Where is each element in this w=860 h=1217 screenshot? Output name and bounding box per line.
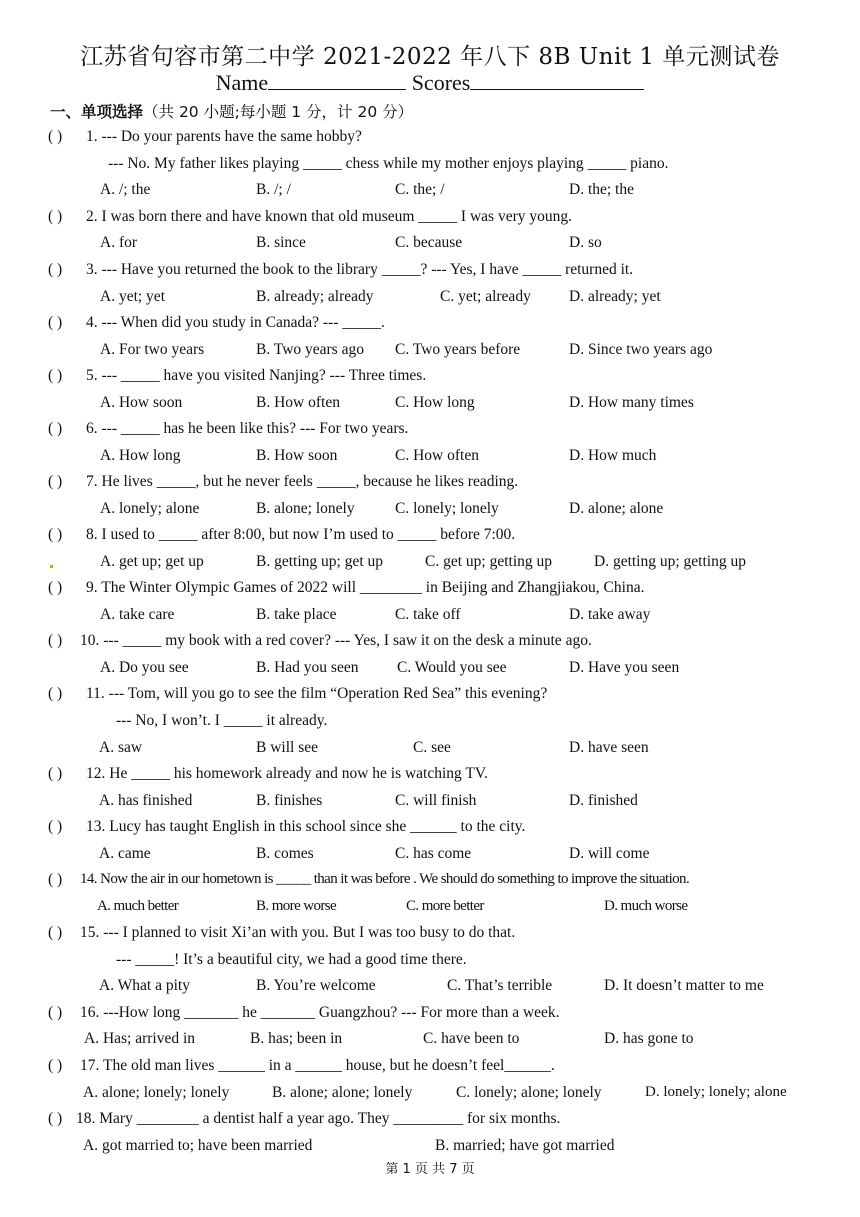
question-stem: 6. --- _____ has he been like this? --- For two years.: [86, 420, 409, 437]
answer-bracket[interactable]: ( ): [48, 1057, 63, 1074]
option-b: B. How often: [256, 394, 340, 411]
question-stem: 18. Mary ________ a dentist half a year ago. They _________ for six months.: [76, 1110, 561, 1127]
question-stem: 1. --- Do your parents have the same hobby?: [86, 128, 362, 145]
option-b: B. /; /: [256, 181, 291, 198]
option-d: D. the; the: [569, 181, 634, 198]
answer-bracket[interactable]: ( ): [48, 526, 63, 543]
question-stem: 11. --- Tom, will you go to see the film “Operation Red Sea” this evening?: [86, 685, 548, 702]
option-b: B. comes: [256, 845, 314, 862]
answer-bracket[interactable]: ( ): [48, 579, 63, 596]
option-c: C. lonely; lonely: [395, 500, 499, 517]
option-a: A. /; the: [100, 181, 151, 198]
question-stem: 7. He lives _____, but he never feels _____, because he likes reading.: [86, 473, 519, 490]
option-a: A. came: [99, 845, 151, 862]
option-c: C. Would you see: [397, 659, 507, 676]
option-d: D. will come: [569, 845, 650, 862]
scores-label: Scores: [411, 70, 471, 95]
answer-bracket[interactable]: ( ): [48, 1004, 63, 1021]
name-label: Name: [215, 70, 269, 95]
question-stem: 4. --- When did you study in Canada? --- _____.: [86, 314, 385, 331]
option-b: B. already; already: [256, 288, 374, 305]
option-a: A. Has; arrived in: [84, 1030, 196, 1047]
question-stem: 13. Lucy has taught English in this school since she ______ to the city.: [86, 818, 526, 835]
question-stem-line2: --- No. My father likes playing _____ chess while my mother enjoys playing _____ piano.: [108, 155, 669, 172]
option-d: D. How much: [569, 447, 657, 464]
option-c: C. get up; getting up: [425, 553, 553, 570]
name-blank[interactable]: [268, 71, 406, 90]
option-a: A. For two years: [100, 341, 205, 358]
option-a: A. Do you see: [100, 659, 189, 676]
section-heading: 一、单项选择（共 20 小题;每小题 1 分，计 20 分）: [50, 103, 414, 121]
answer-bracket[interactable]: ( ): [48, 924, 63, 941]
option-d: D. finished: [569, 792, 638, 809]
option-a: A. much better: [97, 898, 179, 914]
scores-blank[interactable]: [470, 71, 644, 90]
option-a: A. lonely; alone: [100, 500, 200, 517]
option-d: D. have seen: [569, 739, 649, 756]
page-footer: 第 1 页 共 7 页: [385, 1162, 475, 1177]
option-b: B. since: [256, 234, 306, 251]
option-c: C. That’s terrible: [447, 977, 553, 994]
option-a: A. got married to; have been married: [83, 1137, 313, 1154]
answer-bracket[interactable]: ( ): [48, 765, 63, 782]
question-stem: 2. I was born there and have known that old museum _____ I was very young.: [86, 208, 572, 225]
option-b: B. has; been in: [250, 1030, 343, 1047]
option-d: D. It doesn’t matter to me: [604, 977, 764, 994]
option-d: D. much worse: [604, 898, 688, 914]
name-scores-line: [0, 70, 860, 96]
option-d: D. Have you seen: [569, 659, 680, 676]
answer-bracket[interactable]: ( ): [48, 818, 63, 835]
answer-bracket[interactable]: ( ): [48, 685, 63, 702]
answer-bracket[interactable]: ( ): [48, 420, 63, 437]
answer-bracket[interactable]: ( ): [48, 261, 63, 278]
answer-bracket[interactable]: ( ): [48, 1110, 63, 1127]
option-b: B. alone; lonely: [256, 500, 355, 517]
option-c: C. How often: [395, 447, 479, 464]
answer-bracket[interactable]: ( ): [48, 314, 63, 331]
option-b: B. finishes: [256, 792, 323, 809]
option-d: D. How many times: [569, 394, 694, 411]
option-a: A. saw: [99, 739, 143, 756]
question-stem-line2: --- No, I won’t. I _____ it already.: [116, 712, 328, 729]
option-a: A. How soon: [100, 394, 183, 411]
answer-bracket[interactable]: ( ): [48, 632, 63, 649]
option-d: D. lonely; lonely; alone: [645, 1084, 787, 1100]
option-b: B. How soon: [256, 447, 338, 464]
option-c: C. Two years before: [395, 341, 521, 358]
option-d: D. take away: [569, 606, 651, 623]
option-c: C. take off: [395, 606, 461, 623]
question-stem: 5. --- _____ have you visited Nanjing? --- Three times.: [86, 367, 427, 384]
option-a: A. get up; get up: [100, 553, 204, 570]
option-d: D. has gone to: [604, 1030, 694, 1047]
option-c: C. lonely; alone; lonely: [456, 1084, 602, 1101]
question-stem: 16. ---How long _______ he _______ Guangzhou? --- For more than a week.: [80, 1004, 560, 1021]
option-c: C. will finish: [395, 792, 477, 809]
question-stem: 14. Now the air in our hometown is _____ than it was before . We should do something to improve the situation.: [80, 871, 690, 887]
option-b: B. more worse: [256, 898, 337, 914]
option-d: D. so: [569, 234, 602, 251]
question-stem: 12. He _____ his homework already and now he is watching TV.: [86, 765, 488, 782]
option-b: B. You’re welcome: [256, 977, 376, 994]
question-stem: 3. --- Have you returned the book to the library _____? --- Yes, I have _____ returned it.: [86, 261, 634, 278]
option-a: A. take care: [100, 606, 175, 623]
question-stem: 10. --- _____ my book with a red cover? --- Yes, I saw it on the desk a minute ago.: [80, 632, 592, 649]
option-b: B. Had you seen: [256, 659, 359, 676]
option-d: D. already; yet: [569, 288, 661, 305]
option-c: C. yet; already: [440, 288, 531, 305]
stray-mark: [50, 565, 53, 568]
option-a: A. alone; lonely; lonely: [83, 1084, 230, 1101]
option-b: B will see: [256, 739, 318, 756]
question-stem-line2: --- _____! It’s a beautiful city, we had a good time there.: [116, 951, 467, 968]
option-a: A. for: [100, 234, 138, 251]
answer-bracket[interactable]: ( ): [48, 871, 63, 888]
question-stem: 15. --- I planned to visit Xi’an with you. But I was too busy to do that.: [80, 924, 516, 941]
option-b: B. take place: [256, 606, 337, 623]
option-c: C. see: [413, 739, 451, 756]
option-a: A. How long: [100, 447, 181, 464]
question-stem: 17. The old man lives ______ in a ______ house, but he doesn’t feel______.: [80, 1057, 555, 1074]
answer-bracket[interactable]: ( ): [48, 128, 63, 145]
option-a: A. What a pity: [99, 977, 190, 994]
question-stem: 9. The Winter Olympic Games of 2022 will ________ in Beijing and Zhangjiakou, China.: [86, 579, 645, 596]
question-stem: 8. I used to _____ after 8:00, but now I’m used to _____ before 7:00.: [86, 526, 516, 543]
exam-title: 江苏省句容市第二中学 2021-2022 年八下 8B Unit 1 单元测试卷: [80, 44, 780, 70]
option-a: A. yet; yet: [100, 288, 165, 305]
option-b: B. alone; alone; lonely: [272, 1084, 413, 1101]
option-c: C. has come: [395, 845, 472, 862]
answer-bracket[interactable]: ( ): [48, 367, 63, 384]
option-a: A. has finished: [99, 792, 193, 809]
option-d: D. Since two years ago: [569, 341, 713, 358]
option-c: C. have been to: [423, 1030, 520, 1047]
answer-bracket[interactable]: ( ): [48, 473, 63, 490]
section-note: （共 20 小题;每小题 1 分，计 20 分）: [143, 103, 414, 121]
option-b: B. married; have got married: [435, 1137, 615, 1154]
option-c: C. more better: [406, 898, 484, 914]
option-d: D. alone; alone: [569, 500, 664, 517]
option-c: C. How long: [395, 394, 475, 411]
option-d: D. getting up; getting up: [594, 553, 746, 570]
option-c: C. because: [395, 234, 463, 251]
answer-bracket[interactable]: ( ): [48, 208, 63, 225]
option-b: B. getting up; get up: [256, 553, 384, 570]
option-c: C. the; /: [395, 181, 445, 198]
option-b: B. Two years ago: [256, 341, 364, 358]
